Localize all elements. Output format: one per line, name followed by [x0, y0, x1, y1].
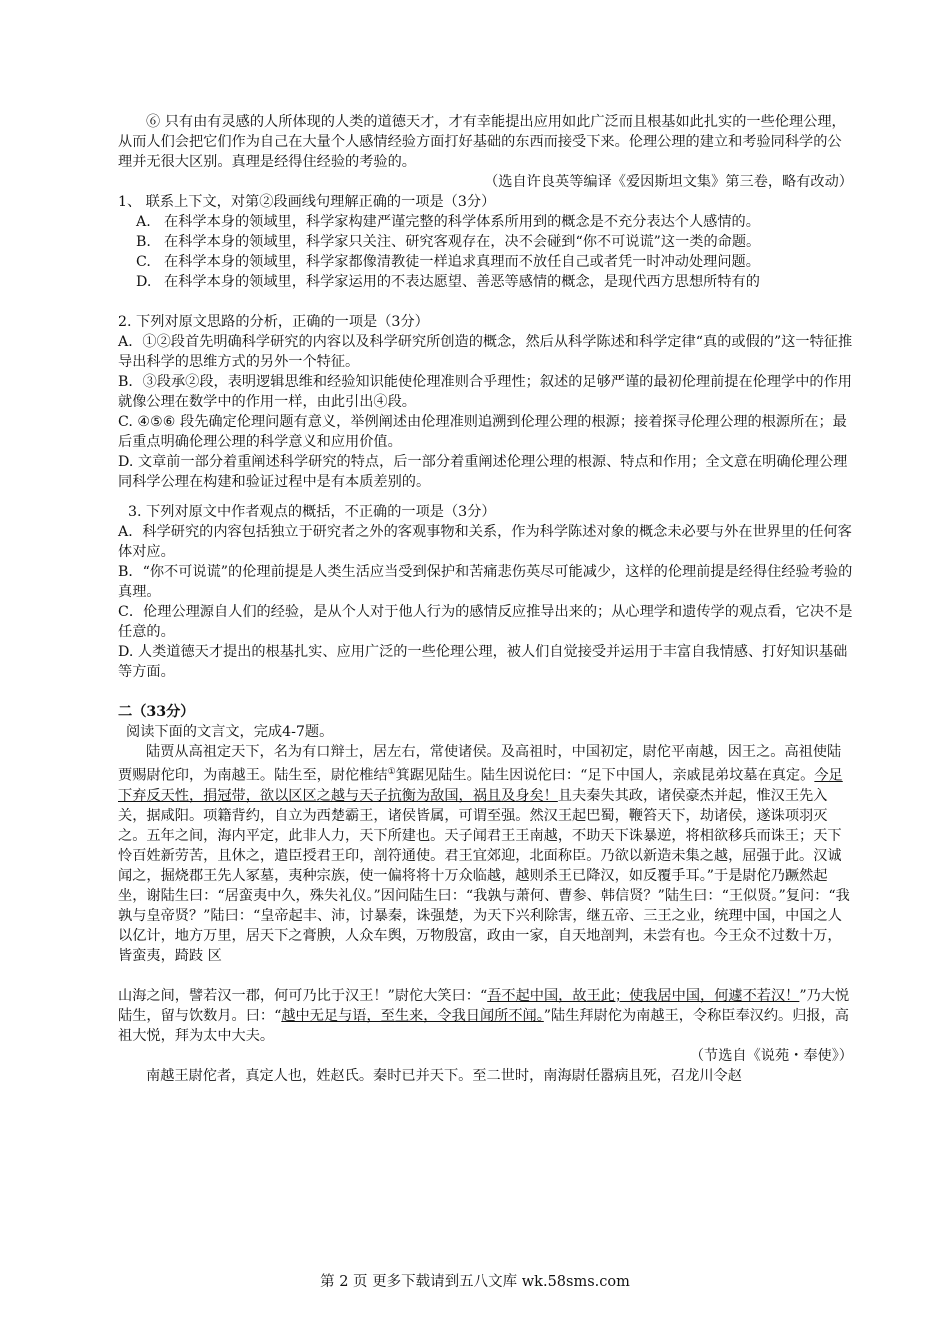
text-run: 且夫秦失其政，诸侯豪杰并起，惟汉王先入关，据咸阳。项籍背约，自立为西楚霸王，诸侯皆属，可谓至强。然汉王起巴蜀，鞭笞天下，劫诸侯，遂诛项羽灭之。五年之间，海内平定，此非人力，天下所建也。天子闻君王王南越，不助天下诛暴逆，将相欲移兵而诛王；天下怜百姓新劳苦，且休之，遣臣授君王印，剖符通使。君王宜郊迎，北面称臣。乃欲以新造未集之越，屈强于此。汉诚闻之，掘烧郡王先人冢墓，夷种宗族，使一偏将将十万众临越，越则杀王已降汉，如反覆手耳。”于是尉佗乃蹶然起坐，谢陆生曰：“居蛮夷中久，殊失礼仪。”因问陆生曰：“我孰与萧何、曹参、韩信贤？”陆生曰：“王似贤。”复问：“我孰与皇帝贤？”陆曰：“皇帝起丰、沛，讨暴秦，诛强楚，为天下兴利除害，继五帝、三王之业，统理中国，中国之人以亿计，地方万里，居天下之膏腴，人众车舆，万物殷富，政由一家，自天地剖判，未尝有也。今王众不过数十万，皆蛮夷，踦跂 区 — [118, 787, 850, 964]
question-2-option-b: B．③段承②段，表明逻辑思维和经验知识能使伦理准则合乎理性；叙述的足够严谨的最初伦理前提在伦理学中的作用就像公理在数学中的作用一样，由此引出④段。 — [118, 374, 852, 410]
question-3-option-a: A．科学研究的内容包括独立于研究者之外的客观事物和关系，作为科学陈述对象的概念未必要与外在世界里的任何客体对应。 — [118, 524, 852, 560]
spacer — [118, 292, 853, 312]
option-text: 在科学本身的领域里，科学家运用的不表达愿望、善恶等感情的概念，是现代西方思想所特有的 — [164, 274, 760, 290]
option-label: C. — [136, 254, 151, 270]
text-run: ”陆生拜尉佗为南越王，令称臣奉汉约。归报，高祖大悦，拜为太中大夫。 — [118, 1007, 849, 1044]
option-text: 在科学本身的领域里，科学家构建严谨完整的科学体系所用到的概念是不充分表达个人感情的。 — [164, 214, 760, 230]
text-run: ”乃大悦陆生，留与饮数月。曰：“ — [118, 987, 850, 1024]
question-2-stem: 2. 下列对原文思路的分析，正确的一项是（3分） — [118, 314, 429, 330]
question-2-option-d: D. 文章前一部分着重阐述科学研究的特点，后一部分着重阐述伦理公理的根源、特点和作用；全文意在明确伦理公理同科学公理在构建和验证过程中是有本质差别的。 — [118, 454, 848, 490]
option-label: D. — [136, 274, 152, 290]
classical-text-paragraph-2 — [118, 986, 853, 1046]
passage-paragraph-6: ⑥ 只有由有灵感的人所体现的人类的道德天才，才有幸能提出应用如此广泛而且根基如此扎实的一些伦理公理，从而人们会把它们作为自己在大量个人感情经验方面打好基础的东西而接受下来。伦理公理的建立和考验同科学的公理并无很大区别。真理是经得住经验的考验的。 — [118, 114, 846, 170]
spacer — [118, 682, 853, 702]
question-1-option-d — [136, 272, 853, 292]
question-3-option-d: D. 人类道德天才提出的根基扎实、应用广泛的一些伦理公理，被人们自觉接受并运用于丰富自我情感、打好知识基础等方面。 — [118, 644, 848, 680]
passage-source: （选自许良英等编译《爱因斯坦文集》第三卷，略有改动） — [484, 174, 853, 190]
section-2-instruction: 阅读下面的文言文，完成4-7题。 — [126, 724, 334, 740]
classical-text-paragraph-3: 南越王尉佗者，真定人也，姓赵氏。秦时已并天下。至二世时，南海尉任嚣病且死，召龙川令赵 — [146, 1067, 742, 1084]
option-label: B. — [136, 234, 151, 250]
footnote-marker: ① — [387, 767, 396, 777]
spacer — [118, 966, 853, 986]
option-label: A. — [136, 214, 151, 230]
underlined-sentence: 今足下弃反天性，捐冠带，欲以区区之越与天子抗衡为敌国，祸且及身矣！ — [118, 767, 843, 804]
question-1-option-a — [136, 212, 853, 232]
underlined-sentence: 吾不起中国，故王此；使我居中国，何遽不若汉！ — [487, 987, 800, 1004]
question-2-option-a: A．①②段首先明确科学研究的内容以及科学研究所创造的概念，然后从科学陈述和科学定律“真的或假的”这一特征推导出科学的思维方式的另外一个特征。 — [118, 334, 853, 370]
page-footer: 第 2 页 更多下载请到五八文库 wk.58sms.com — [320, 1274, 630, 1290]
text-run: 山海之间，譬若汉一郡，何可乃比于汉王！”尉佗大笑曰：“ — [118, 987, 488, 1004]
classical-text-paragraph-1 — [118, 742, 853, 966]
text-run: 箕踞见陆生。陆生因说佗曰：“足下中国人，亲戚昆弟坟墓在真定。 — [395, 767, 815, 784]
question-3-option-b: B．“你不可说谎”的伦理前提是人类生活应当受到保护和苦痛悲伤英尽可能减少，这样的伦理前提是经得住经验考验的真理。 — [118, 564, 853, 600]
question-3-option-c: C．伦理公理源自人们的经验，是从个人对于他人行为的感情反应推导出来的；从心理学和遗传学的观点看，它决不是任意的。 — [118, 604, 853, 640]
text-run: 陆贾从高祖定天下，名为有口辩士，居左右，常使诸侯。及高祖时，中国初定，尉佗平南越，因王之。高祖使陆贾赐尉佗印，为南越王。陆生至，尉佗椎结 — [118, 744, 842, 784]
question-2-option-c: C. ④⑤⑥ 段先确定伦理问题有意义，举例阐述由伦理准则追溯到伦理公理的根源；接着探寻伦理公理的根源所在；最后重点明确伦理公理的科学意义和应用价值。 — [118, 414, 847, 450]
section-2-heading: 二（33分） — [118, 704, 195, 720]
question-1-option-b — [136, 232, 853, 252]
question-1-stem: 1、 联系上下文，对第②段画线句理解正确的一项是（3分） — [118, 194, 496, 210]
option-text: 在科学本身的领域里，科学家都像清教徒一样追求真理而不放任自己或者凭一时冲动处理问题。 — [164, 254, 760, 270]
underlined-sentence: 越中无足与语，至生来，令我日闻所不闻。 — [281, 1007, 544, 1024]
option-text: 在科学本身的领域里，科学家只关注、研究客观存在，决不会碰到“你不可说谎”这一类的命题。 — [164, 234, 761, 250]
spacer — [118, 492, 853, 502]
question-3-stem: 3. 下列对原文中作者观点的概括，不正确的一项是（3分） — [128, 504, 496, 520]
question-1-option-c — [136, 252, 853, 272]
classical-text-source: （节选自《说苑・奉使》） — [689, 1047, 853, 1064]
page-content — [118, 112, 853, 1086]
